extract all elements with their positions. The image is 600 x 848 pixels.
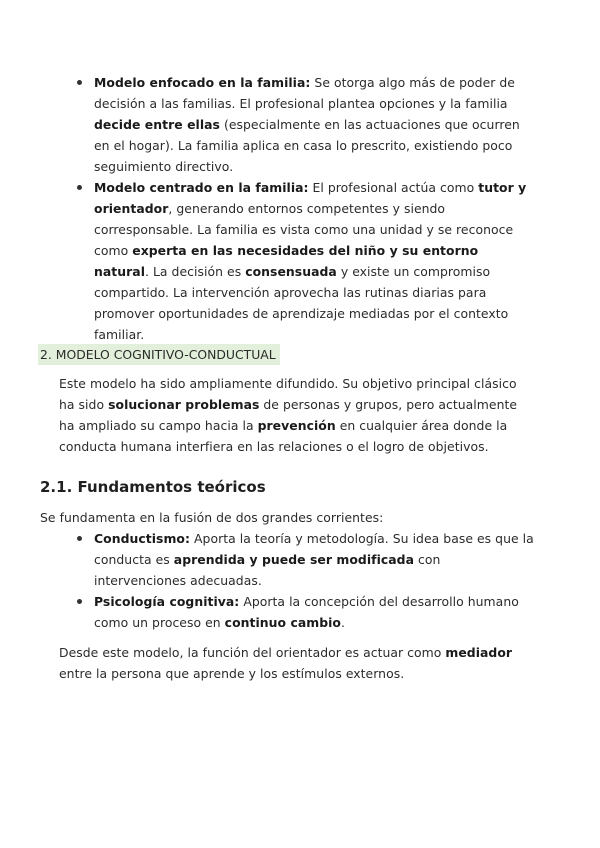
section-paragraph — [59, 373, 531, 457]
body-text: Desde este modelo, la función del orientador es actuar como — [59, 645, 446, 660]
currents-list — [94, 528, 534, 633]
bullet-icon — [77, 599, 82, 604]
list-item-term: Conductismo: — [94, 531, 190, 546]
body-text: y existe un compromiso compartido. La intervención aprovecha las rutinas diarias para promover oportunidades de aprendizaje mediadas por el contexto familiar. — [94, 264, 509, 342]
body-text: Aporta la teoría y metodología. Su idea base es que la conducta es — [94, 531, 534, 567]
section-heading: 2. MODELO COGNITIVO-CONDUCTUAL — [38, 344, 280, 365]
emphasis-text: aprendida y puede ser modificada — [173, 552, 415, 567]
body-text: Este modelo ha sido ampliamente difundido. Su objetivo principal clásico ha sido — [59, 376, 517, 412]
closing-paragraph — [59, 642, 531, 684]
body-text: Aporta la concepción del desarrollo humano como un proceso en — [94, 594, 519, 630]
emphasis-text: solucionar problemas — [108, 397, 260, 412]
emphasis-text: mediador — [445, 645, 513, 660]
body-text: , generando entornos competentes y siendo corresponsable. La familia es vista como una unidad y se reconoce como — [94, 201, 514, 258]
list-item-body — [94, 180, 526, 342]
body-text: El profesional actúa como — [312, 180, 479, 195]
body-text: . — [341, 615, 345, 630]
body-text: en cualquier área donde la conducta humana interfiera en las relaciones o el logro de objetivos. — [59, 418, 508, 454]
bullet-icon — [77, 536, 82, 541]
body-text: (especialmente en las actuaciones que ocurren en el hogar). La familia aplica en casa lo prescrito, existiendo poco seguimiento directivo. — [94, 117, 520, 174]
emphasis-text: prevención — [257, 418, 336, 433]
list-item-term: Psicología cognitiva: — [94, 594, 240, 609]
list-item-term: Modelo centrado en la familia: — [94, 180, 309, 195]
emphasis-text: continuo cambio — [224, 615, 341, 630]
emphasis-text: experta en las necesidades del niño y su entorno natural — [94, 243, 479, 279]
emphasis-text: tutor y orientador — [94, 180, 527, 216]
bullet-icon — [77, 80, 82, 85]
body-text: de personas y grupos, pero actualmente ha ampliado su campo hacia la — [59, 397, 518, 433]
body-text: entre la persona que aprende y los estímulos externos. — [59, 666, 405, 681]
body-text: Se otorga algo más de poder de decisión a las familias. El profesional plantea opciones y la familia — [94, 75, 515, 111]
subsection-intro: Se fundamenta en la fusión de dos grandes corrientes: — [40, 510, 384, 525]
emphasis-text: consensuada — [245, 264, 337, 279]
subsection-heading: 2.1. Fundamentos teóricos — [40, 478, 266, 496]
body-text: . La decisión es — [145, 264, 246, 279]
list-item — [94, 528, 534, 591]
bullet-icon — [77, 185, 82, 190]
list-item — [94, 72, 534, 177]
list-item — [94, 591, 534, 633]
list-item — [94, 177, 534, 345]
emphasis-text: decide entre ellas — [94, 117, 220, 132]
family-models-list — [94, 72, 534, 345]
list-item-term: Modelo enfocado en la familia: — [94, 75, 311, 90]
body-text: con intervenciones adecuadas. — [94, 552, 441, 588]
